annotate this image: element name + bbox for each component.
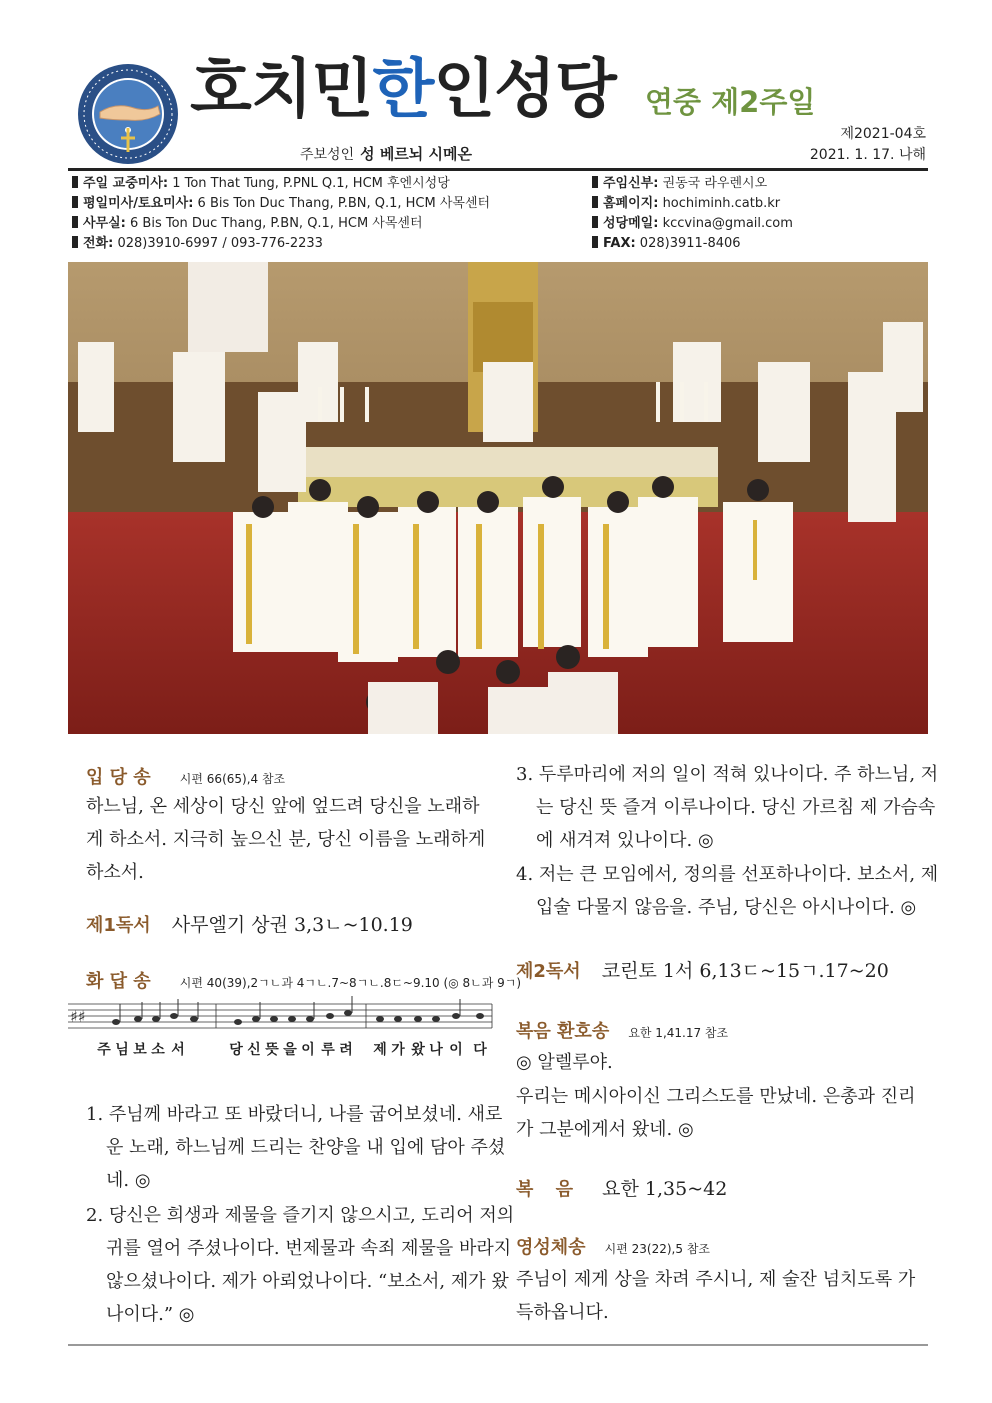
gospel-row xyxy=(516,1174,727,1201)
psalm-verse-3: 3. 두루마리에 저의 일이 적혀 있나이다. 주 하느님, 저는 당신 뜻 즐겨 이루나이다. 당신 가르침 제 가슴속에 새겨져 있나이다. ◎ xyxy=(516,764,939,851)
lyric-syllable: 서 xyxy=(171,1042,185,1058)
info-phone: 전화: 028)3910-6997 / 093-776-2233 xyxy=(72,234,490,254)
lyric-syllable: 가 xyxy=(391,1042,405,1058)
info-sunday-mass: 주일 교중미사: 1 Ton That Tung, P.PNL Q.1, HCM 후엔시성당 xyxy=(72,174,490,194)
first-reading-row xyxy=(86,910,413,937)
lyric-syllable: 을 xyxy=(283,1042,297,1058)
header-divider xyxy=(68,168,928,171)
communion-ref: 시편 23(22),5 참조 xyxy=(604,1242,711,1256)
gospel-ref: 요한 1,35~42 xyxy=(602,1178,728,1200)
first-reading-heading: 제1독서 xyxy=(86,915,151,936)
info-weekday-mass: 평일미사/토요미사: 6 Bis Ton Duc Thang, P.BN, Q.1, HCM 사목센터 xyxy=(72,194,490,214)
alleluia-ref: 요한 1,41.17 참조 xyxy=(628,1026,729,1040)
entrance-antiphon-heading: 입 당 송 xyxy=(86,767,151,788)
lyric-syllable: 님 xyxy=(115,1042,129,1058)
entrance-antiphon-text: 하느님, 온 세상이 당신 앞에 엎드려 당신을 노래하게 하소서. 지극히 높으신 분, 당신 이름을 노래하게 하소서. xyxy=(86,796,486,883)
lyric-syllable: 보 xyxy=(133,1042,147,1058)
info-fax: FAX: 028)3911-8406 xyxy=(592,234,793,254)
communion-text: 주님이 제게 상을 차려 주시니, 제 술잔 넘치도록 가득하옵니다. xyxy=(516,1269,916,1323)
psalm-heading: 화 답 송 xyxy=(86,971,151,992)
lyric-syllable: 려 xyxy=(339,1042,353,1058)
second-reading-ref: 코린토 1서 6,13ㄷ~15ㄱ.17~20 xyxy=(601,960,889,982)
info-office: 사무실: 6 Bis Ton Duc Thang, P.BN, Q.1, HCM 사목센터 xyxy=(72,214,490,234)
patron-saint: 주보성인 성 베르뇌 시메온 xyxy=(300,145,472,163)
lyric-syllable: 신 xyxy=(247,1042,261,1058)
liturgical-week: 연중 제2주일 xyxy=(645,85,816,119)
lyric-syllable: 왔 xyxy=(411,1042,425,1058)
lyric-syllable: 당 xyxy=(229,1042,243,1058)
svg-text:♯♯: ♯♯ xyxy=(70,1007,86,1026)
info-homepage: 홈페이지: hochiminh.catb.kr xyxy=(592,194,793,214)
parish-logo xyxy=(76,62,180,166)
info-email: 성당메일: kccvina@gmail.com xyxy=(592,214,793,234)
lyric-syllable: 이 xyxy=(301,1042,315,1058)
lyric-syllable: 다 xyxy=(473,1042,487,1058)
psalm-verse-4: 4. 저는 큰 모임에서, 정의를 선포하나이다. 보소서, 제 입술 다물지 않음을. 주님, 당신은 아시나이다. ◎ xyxy=(516,864,939,918)
alleluia-text: 우리는 메시아이신 그리스도를 만났네. 은총과 진리가 그분에게서 왔네. ◎ xyxy=(516,1086,916,1140)
second-reading-heading: 제2독서 xyxy=(516,961,581,982)
issue-number: 제2021-04호 xyxy=(840,126,926,142)
lyric-syllable: 뜻 xyxy=(265,1042,279,1058)
info-pastor: 주임신부: 권동국 라우렌시오 xyxy=(592,174,793,194)
alleluia-heading: 복음 환호송 xyxy=(516,1021,610,1042)
communion-heading-row xyxy=(516,1233,710,1259)
alleluia-heading-row xyxy=(516,1017,728,1043)
parish-name-accent: 한 xyxy=(372,52,434,127)
lyric-syllable: 주 xyxy=(97,1042,111,1058)
lyric-syllable: 루 xyxy=(321,1042,335,1058)
gospel-heading: 복 음 xyxy=(516,1179,582,1200)
ordination-photo xyxy=(68,262,928,734)
psalm-music-staff xyxy=(68,996,496,1072)
entrance-antiphon-heading-row xyxy=(86,763,285,789)
communion-heading: 영성체송 xyxy=(516,1237,586,1258)
psalm-verse-1: 1. 주님께 바라고 또 바랐더니, 나를 굽어보셨네. 새로운 노래, 하느님께 드리는 찬양을 내 입에 담아 주셨네. ◎ xyxy=(86,1104,506,1191)
first-reading-ref: 사무엘기 상권 3,3ㄴ~10.19 xyxy=(171,914,413,936)
info-left xyxy=(72,174,490,254)
entrance-antiphon-ref: 시편 66(65),4 참조 xyxy=(179,772,286,786)
info-right xyxy=(592,174,793,254)
footer-divider xyxy=(68,1344,928,1346)
psalm-ref: 시편 40(39),2ㄱㄴ과 4ㄱㄴ.7~8ㄱㄴ.8ㄷ~9.10 (◎ 8ㄴ과 9ㄱ) xyxy=(179,976,522,990)
lyric-syllable: 나 xyxy=(429,1042,443,1058)
lyric-syllable: 제 xyxy=(373,1042,387,1058)
psalm-verse-2: 2. 당신은 희생과 제물을 즐기지 않으시고, 도리어 저의 귀를 열어 주셨나이다. 번제물과 속죄 제물을 바라지 않으셨나이다. 제가 아뢰었나이다. “보소서, 제가 왔나이다.” ◎ xyxy=(86,1205,515,1325)
lyric-syllable: 이 xyxy=(449,1042,463,1058)
alleluia-acclamation: ◎ 알렐루야. xyxy=(516,1052,613,1073)
second-reading-row xyxy=(516,956,889,983)
issue-date: 2021. 1. 17. 나해 xyxy=(809,147,926,163)
parish-name: 호치민한인성당 xyxy=(190,52,616,127)
lyric-syllable: 소 xyxy=(151,1042,165,1058)
psalm-heading-row xyxy=(86,967,521,993)
patron-saint-name: 성 베르뇌 시메온 xyxy=(360,145,472,163)
